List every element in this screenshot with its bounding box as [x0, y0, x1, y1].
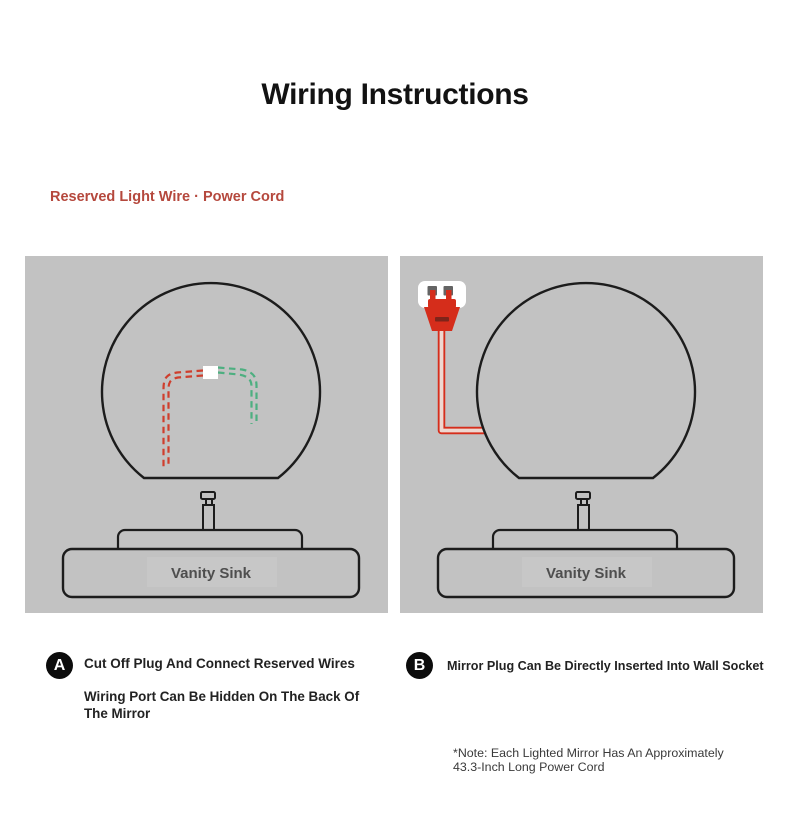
diagram-panel-power-cord	[400, 256, 763, 613]
step-a-title: Cut Off Plug And Connect Reserved Wires	[84, 656, 355, 671]
wire-connector-icon	[203, 366, 218, 379]
reserved-wire-diagram	[25, 256, 388, 613]
page-title: Wiring Instructions	[261, 78, 529, 111]
mirror-outline	[477, 283, 695, 478]
footnote-line-2: 43.3-Inch Long Power Cord	[453, 760, 605, 774]
sink-label: Vanity Sink	[545, 565, 627, 582]
legend-text: Reserved Light Wire · Power Cord	[50, 189, 285, 205]
step-badge-b: B	[406, 652, 433, 679]
sink-label: Vanity Sink	[170, 565, 252, 582]
footnote	[453, 746, 738, 774]
step-b-title: Mirror Plug Can Be Directly Inserted Into Wall Socket	[447, 659, 764, 673]
faucet-icon	[576, 492, 590, 531]
diagram-panel-reserved-wire	[25, 256, 388, 613]
power-cord-diagram	[400, 256, 763, 613]
reserved-wire-red	[164, 371, 204, 469]
step-a-subtitle: Wiring Port Can Be Hidden On The Back Of The Mirror	[84, 689, 360, 721]
step-badge-a: A	[46, 652, 73, 679]
mirror-outline	[102, 283, 320, 478]
reserved-wire-green	[218, 368, 257, 425]
footnote-line-1: *Note: Each Lighted Mirror Has An Approximately	[453, 746, 724, 760]
faucet-icon	[201, 492, 215, 531]
